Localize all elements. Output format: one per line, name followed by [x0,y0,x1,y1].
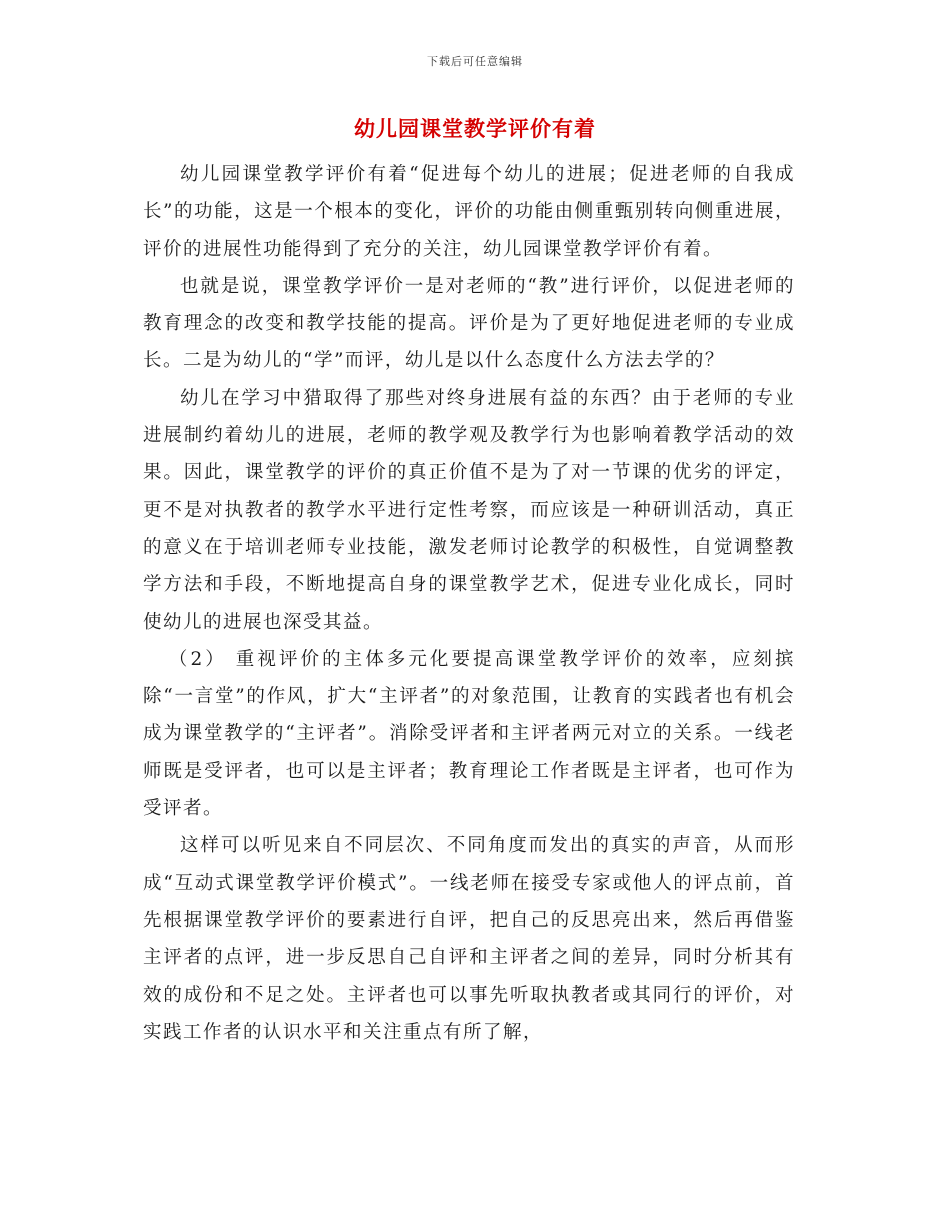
document-title: 幼儿园课堂教学评价有着 [354,117,596,141]
page-header: 下载后可任意编辑 [427,55,523,68]
paragraph-4: （2） 重视评价的主体多元化要提高课堂教学评价的效率，应刻摈除“一言堂”的作风，扩大“主评者”的对象范围，让教育的实践者也有机会成为课堂教学的“主评者”。消除受评者和主评者两元对立的关系。一线老师既是受评者，也可以是主评者；教育理论工作者既是主评者，也可作为受评者。 [143,648,795,820]
paragraph-1: 幼儿园课堂教学评价有着“促进每个幼儿的进展；促进老师的自我成长”的功能，这是一个根本的变化，评价的功能由侧重甄别转向侧重进展，评价的进展性功能得到了充分的关注，幼儿园课堂教学评价有着。 [143,164,795,260]
paragraph-3: 幼儿在学习中猎取得了那些对终身进展有益的东西？由于老师的专业进展制约着幼儿的进展，老师的教学观及教学行为也影响着教学活动的效果。因此，课堂教学的评价的真正价值不是为了对一节课的优劣的评定，更不是对执教者的教学水平进行定性考察，而应该是一种研训活动，真正的意义在于培训老师专业技能，激发老师讨论教学的积极性，自觉调整教学方法和手段，不断地提高自身的课堂教学艺术，促进专业化成长，同时使幼儿的进展也深受其益。 [143,387,795,633]
document-body [143,156,795,1051]
paragraph-2: 也就是说，课堂教学评价一是对老师的“教”进行评价，以促进老师的教育理念的改变和教学技能的提高。评价是为了更好地促进老师的专业成长。二是为幼儿的“学”而评，幼儿是以什么态度什么方法去学的？ [143,275,795,372]
paragraph-5: 这样可以听见来自不同层次、不同角度而发出的真实的声音，从而形成“互动式课堂教学评价模式”。一线老师在接受专家或他人的评点前，首先根据课堂教学评价的要素进行自评，把自己的反思亮出来，然后再借鉴主评者的点评，进一步反思自己自评和主评者之间的差异，同时分析其有效的成份和不足之处。主评者也可以事先听取执教者或其同行的评价，对实践工作者的认识水平和关注重点有所了解， [143,835,795,1043]
